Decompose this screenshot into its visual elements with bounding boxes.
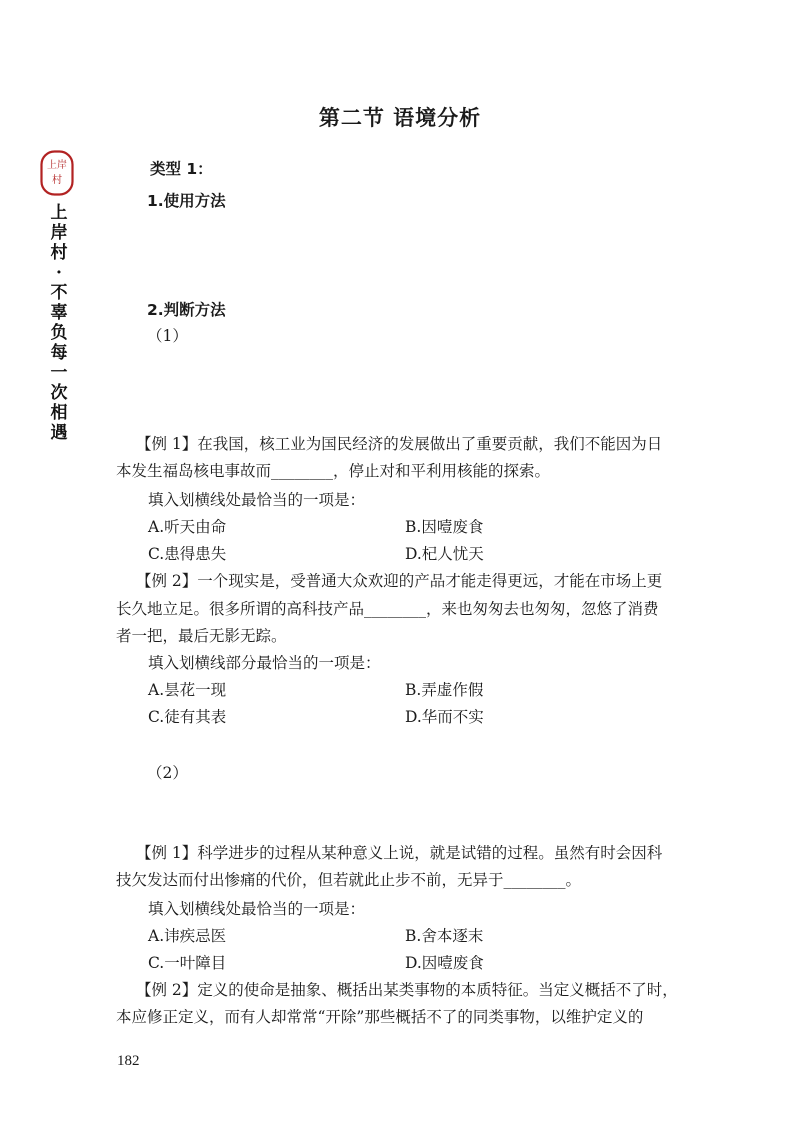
q2-option-d: D.华而不实 (405, 708, 484, 726)
slogan-char: 一 (50, 363, 68, 383)
slogan-char: 岸 (50, 223, 68, 243)
section-judgement-heading: 2.判断方法 (147, 301, 226, 319)
slogan-char: 辜 (50, 303, 68, 323)
slogan-char: 遇 (50, 423, 68, 443)
side-logo (40, 150, 74, 196)
slogan-char: 相 (50, 403, 68, 423)
seal-logo-icon (40, 150, 74, 196)
q1-line1: 【例 1】在我国，核工业为国民经济的发展做出了重要贡献，我们不能因为日 (136, 435, 663, 453)
q3-line2: 技欠发达而付出惨痛的代价，但若就此止步不前，无异于________。 (116, 871, 582, 889)
q3-option-d: D.因噎废食 (405, 954, 484, 972)
q3-prompt: 填入划横线处最恰当的一项是： (148, 900, 366, 918)
q3-option-c: C.一叶障目 (148, 954, 227, 972)
subsection-2-label: （2） (147, 764, 188, 782)
q2-line1: 【例 2】一个现实是，受普通大众欢迎的产品才能走得更远，才能在市场上更 (136, 572, 663, 590)
type-label: 类型 1： (150, 160, 213, 178)
slogan-char: 不 (50, 283, 68, 303)
q2-line3: 者一把，最后无影无踪。 (116, 627, 287, 645)
slogan-char: 上 (50, 203, 68, 223)
page-number: 182 (117, 1053, 140, 1069)
slogan-char: · (56, 263, 62, 283)
q3-option-a: A.讳疾忌医 (148, 927, 227, 945)
page-title: 第二节 语境分析 (318, 106, 482, 130)
q1-option-d: D.杞人忧天 (405, 545, 484, 563)
q3-line1: 【例 1】科学进步的过程从某种意义上说，就是试错的过程。虽然有时会因科 (136, 844, 663, 862)
q2-option-a: A.昙花一现 (148, 681, 227, 699)
q2-option-c: C.徒有其表 (148, 708, 227, 726)
subsection-1-label: （1） (147, 327, 188, 345)
q2-option-b: B.弄虚作假 (405, 681, 484, 699)
slogan-char: 负 (50, 323, 68, 343)
svg-text:上岸: 上岸 (47, 160, 67, 171)
q2-line2: 长久地立足。很多所谓的高科技产品________，来也匆匆去也匆匆，忽悠了消费 (116, 600, 659, 618)
q1-option-b: B.因噎废食 (405, 518, 484, 536)
slogan-char: 村 (50, 243, 68, 263)
q1-prompt: 填入划横线处最恰当的一项是： (148, 491, 366, 509)
q1-option-a: A.听天由命 (148, 518, 227, 536)
q2-prompt: 填入划横线部分最恰当的一项是： (148, 654, 381, 672)
q1-line2: 本发生福岛核电事故而________，停止对和平利用核能的探索。 (116, 462, 551, 480)
slogan-char: 次 (50, 383, 68, 403)
q1-option-c: C.患得患失 (148, 545, 227, 563)
slogan-char: 每 (50, 343, 68, 363)
q3-option-b: B.舍本逐末 (405, 927, 484, 945)
q4-line2: 本应修正定义，而有人却常常“开除”那些概括不了的同类事物，以维护定义的 (116, 1008, 644, 1026)
section-usage-heading: 1.使用方法 (147, 192, 226, 210)
side-slogan (48, 203, 70, 443)
svg-text:村: 村 (52, 175, 62, 186)
q4-line1: 【例 2】定义的使命是抽象、概括出某类事物的本质特征。当定义概括不了时， (136, 981, 678, 999)
